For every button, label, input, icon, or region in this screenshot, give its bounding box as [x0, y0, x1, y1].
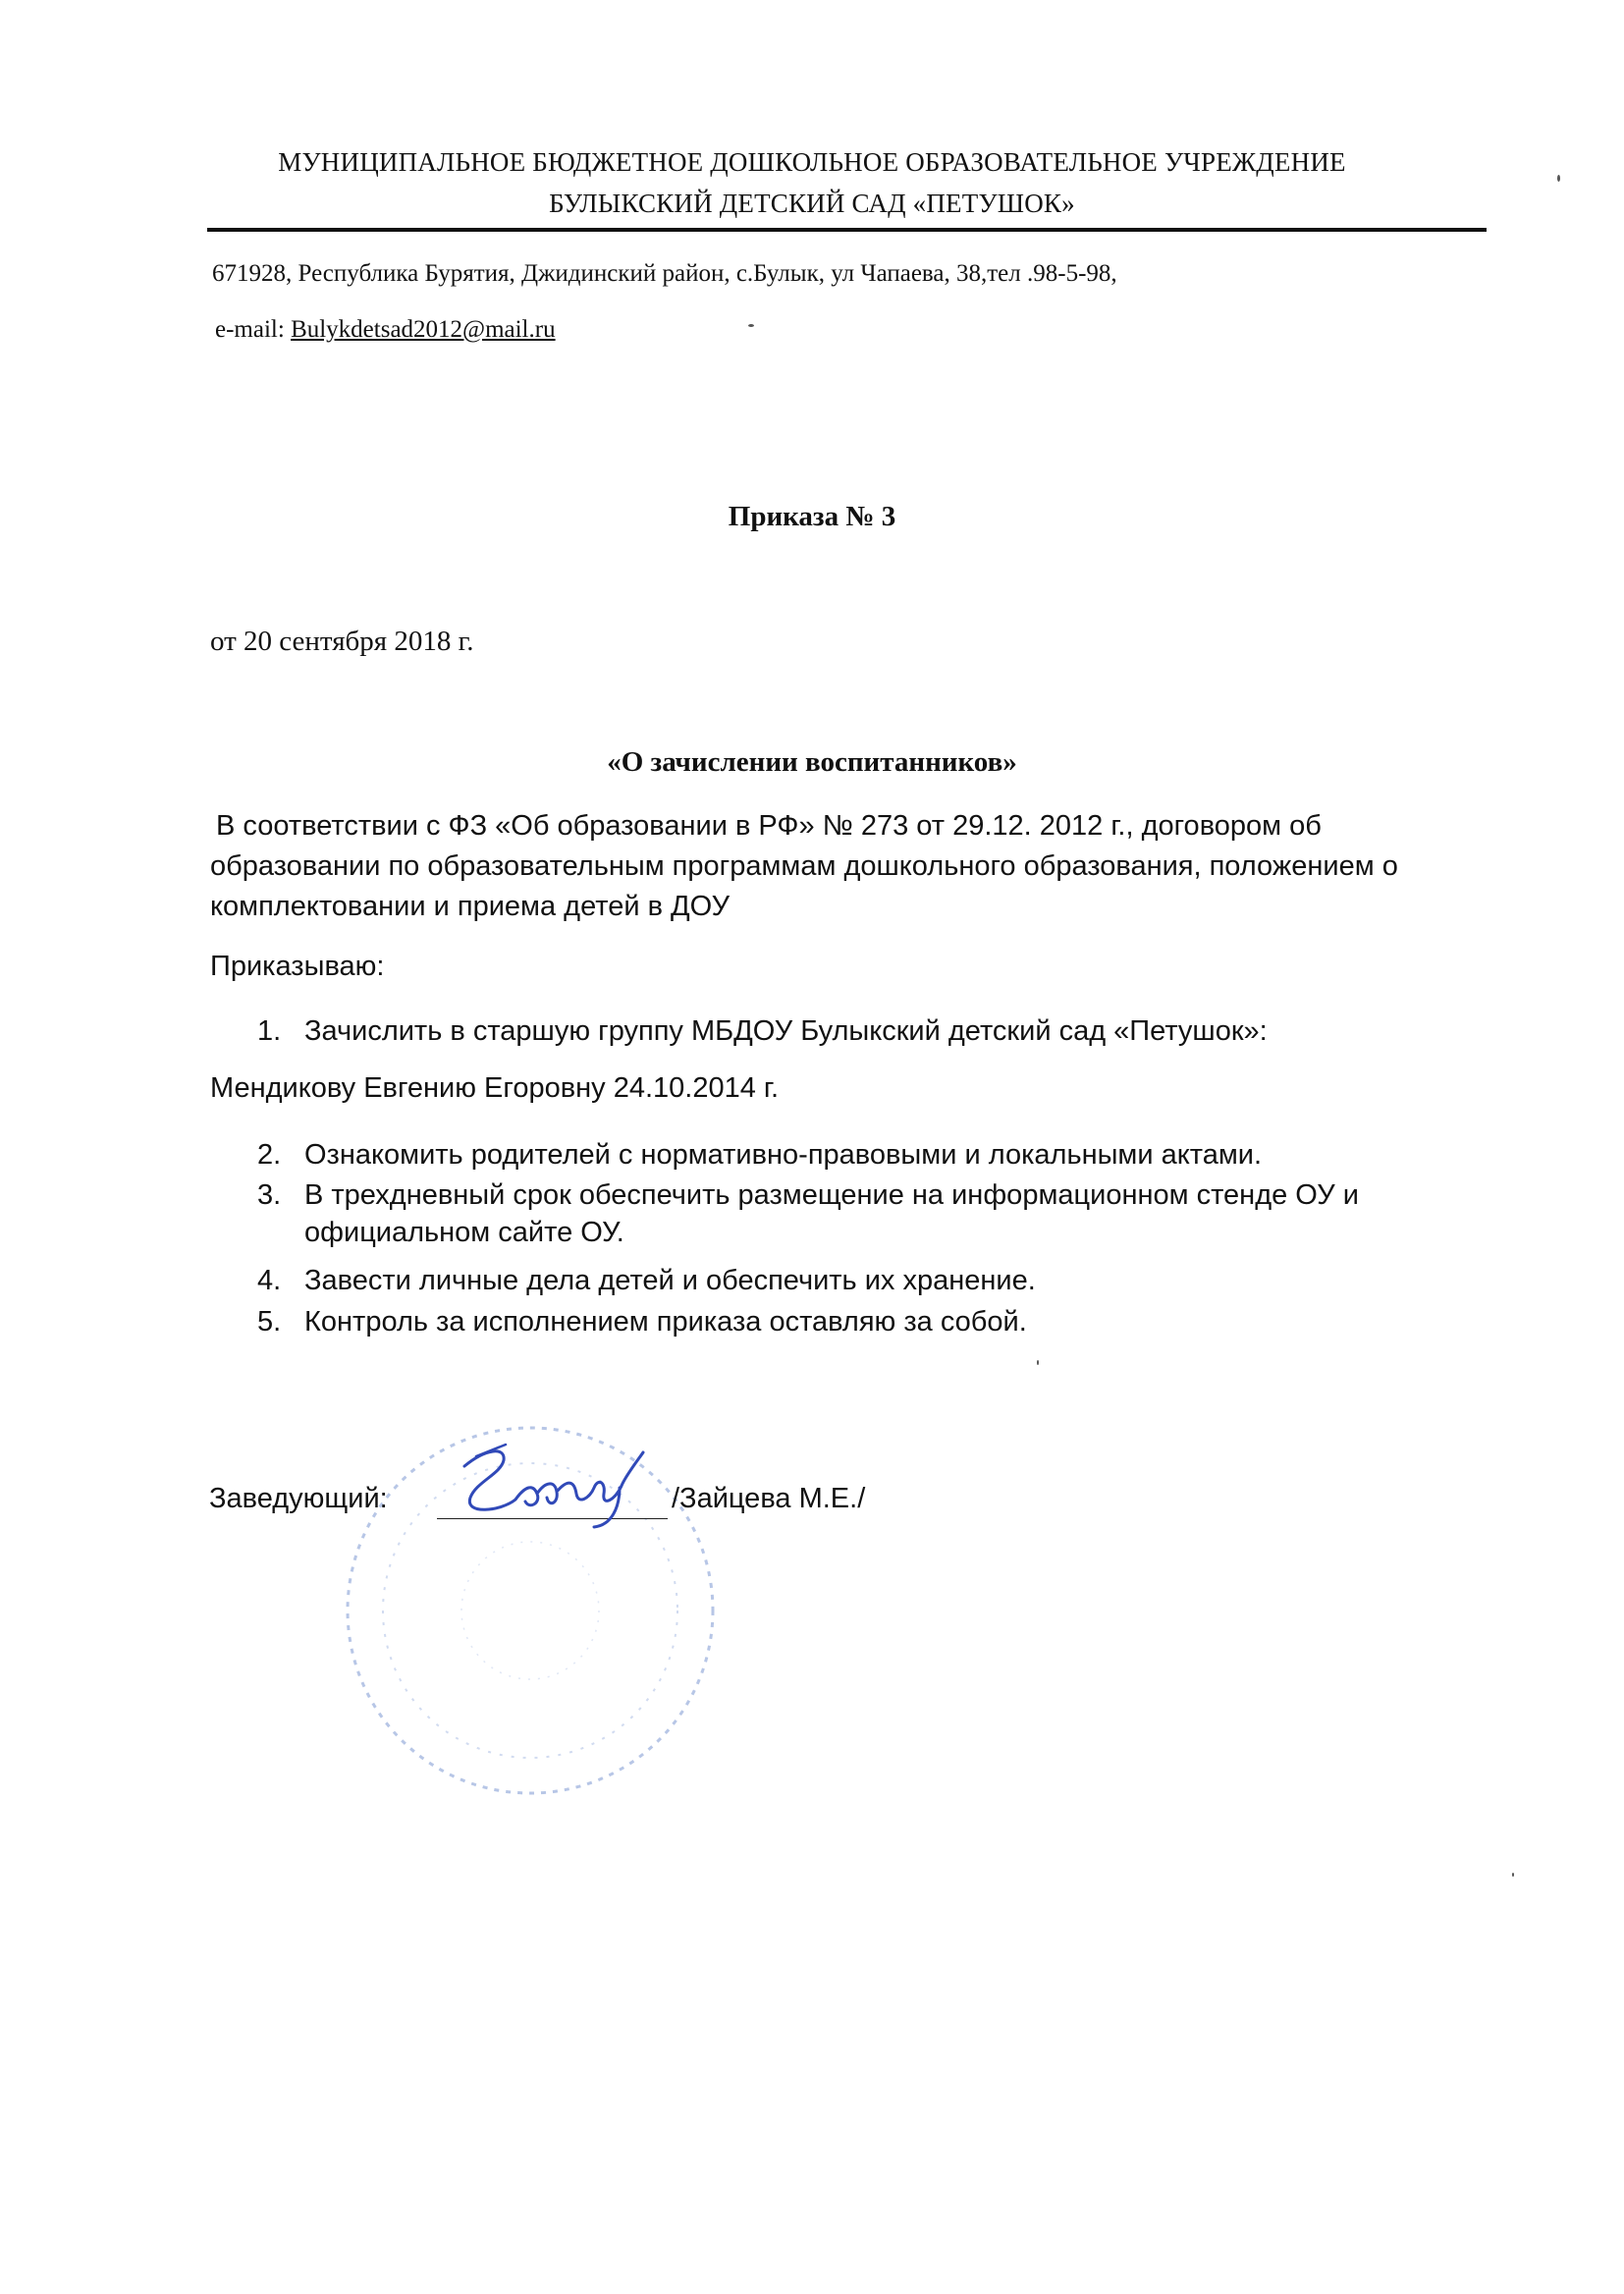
scan-speck	[1557, 175, 1560, 182]
email-row	[215, 316, 556, 344]
list-number: 4.	[257, 1265, 282, 1296]
list-number: 5.	[257, 1306, 282, 1338]
list-number: 2.	[257, 1139, 282, 1171]
email-link[interactable]: Bulykdetsad2012@mail.ru	[291, 316, 556, 343]
address: 671928, Республика Бурятия, Джидинский район, с.Булык, ул Чапаева, 38,тел .98-5-98,	[212, 260, 1117, 287]
order-title: Приказа № 3	[728, 501, 896, 532]
order-subject: «О зачислении воспитанников»	[607, 746, 1017, 778]
scan-speck	[1512, 1873, 1514, 1877]
header-rule	[207, 228, 1487, 232]
list-number: 3.	[257, 1179, 282, 1211]
email-label: e-mail:	[215, 316, 292, 343]
scan-speck	[748, 324, 754, 327]
signatory-name: /Зайцева М.Е./	[672, 1483, 866, 1514]
list-text: Зачислить в старшую группу МБДОУ Булыкский детский сад «Петушок»:	[304, 1015, 1268, 1047]
header-line-1: МУНИЦИПАЛЬНОЕ БЮДЖЕТНОЕ ДОШКОЛЬНОЕ ОБРАЗОВАТЕЛЬНОЕ УЧРЕЖДЕНИЕ	[278, 147, 1346, 177]
list-text: Контроль за исполнением приказа оставляю за собой.	[304, 1306, 1027, 1338]
prikaz-label: Приказываю:	[210, 951, 385, 982]
student-name: Мендикову Евгению Егоровну 24.10.2014 г.	[210, 1072, 779, 1104]
preamble-line-3: комплектовании и приема детей в ДОУ	[210, 891, 731, 922]
preamble-line-1: В соответствии с ФЗ «Об образовании в РФ» № 273 от 29.12. 2012 г., договором об	[216, 810, 1322, 842]
list-text: В трехдневный срок обеспечить размещение на информационном стенде ОУ и	[304, 1179, 1359, 1211]
list-item-3-continuation: официальном сайте ОУ.	[304, 1217, 624, 1248]
list-text: Завести личные дела детей и обеспечить их хранение.	[304, 1265, 1036, 1296]
handwritten-signature	[447, 1439, 663, 1532]
order-date: от 20 сентября 2018 г.	[210, 626, 474, 657]
signature-label: Заведующий:	[209, 1483, 388, 1514]
list-number: 1.	[257, 1015, 282, 1047]
scan-speck	[1037, 1360, 1039, 1365]
list-text: Ознакомить родителей с нормативно-правовыми и локальными актами.	[304, 1139, 1263, 1171]
preamble-line-2: образовании по образовательным программам дошкольного образования, положением о	[210, 850, 1398, 882]
header-line-2: БУЛЫКСКИЙ ДЕТСКИЙ САД «ПЕТУШОК»	[549, 189, 1075, 218]
